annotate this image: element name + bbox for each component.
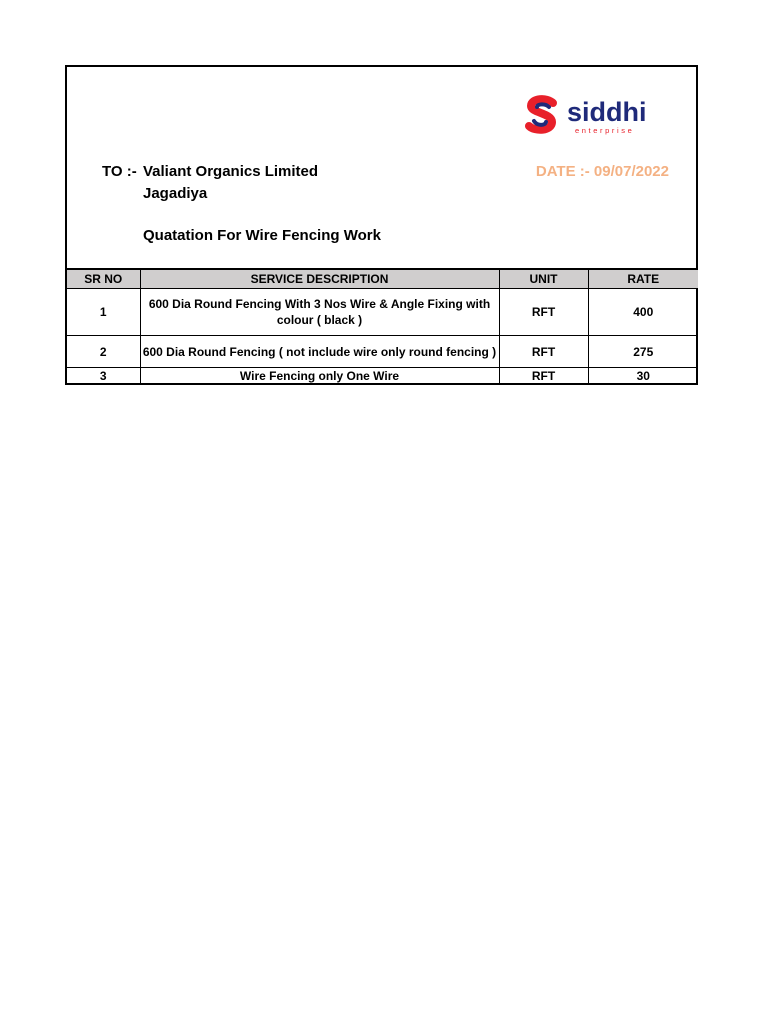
description-cell: 600 Dia Round Fencing With 3 Nos Wire & Angle Fixing with colour ( black ) — [140, 289, 499, 336]
logo-wordmark: siddhi — [567, 97, 647, 127]
description-cell: 600 Dia Round Fencing ( not include wire only round fencing ) — [140, 336, 499, 368]
quotation-sheet — [65, 65, 698, 385]
company-logo — [523, 93, 673, 139]
table-row — [67, 368, 698, 385]
unit-cell: RFT — [499, 336, 588, 368]
quotation-subject: Quatation For Wire Fencing Work — [143, 227, 381, 244]
table-row — [67, 336, 698, 368]
quotation-date: DATE :- 09/07/2022 — [535, 163, 669, 180]
column-header-unit: UNIT — [499, 269, 588, 289]
rate-cell: 30 — [588, 368, 698, 385]
description-cell: Wire Fencing only One Wire — [140, 368, 499, 385]
column-header-sr-no: SR NO — [67, 269, 140, 289]
rate-cell: 275 — [588, 336, 698, 368]
sr-no-cell: 1 — [67, 289, 140, 336]
quotation-table — [67, 268, 698, 384]
column-header-description: SERVICE DESCRIPTION — [140, 269, 499, 289]
unit-cell: RFT — [499, 289, 588, 336]
unit-cell: RFT — [499, 368, 588, 385]
to-label: TO :- — [102, 163, 137, 180]
table-header-row — [67, 269, 698, 289]
column-header-rate: RATE — [588, 269, 698, 289]
sr-no-cell: 2 — [67, 336, 140, 368]
recipient-city: Jagadiya — [143, 185, 208, 202]
siddhi-s-logo-icon — [523, 93, 673, 139]
sr-no-cell: 3 — [67, 368, 140, 385]
table-row — [67, 289, 698, 336]
rate-cell: 400 — [588, 289, 698, 336]
recipient-company: Valiant Organics Limited — [143, 163, 319, 180]
logo-tagline: enterprise — [575, 126, 635, 135]
